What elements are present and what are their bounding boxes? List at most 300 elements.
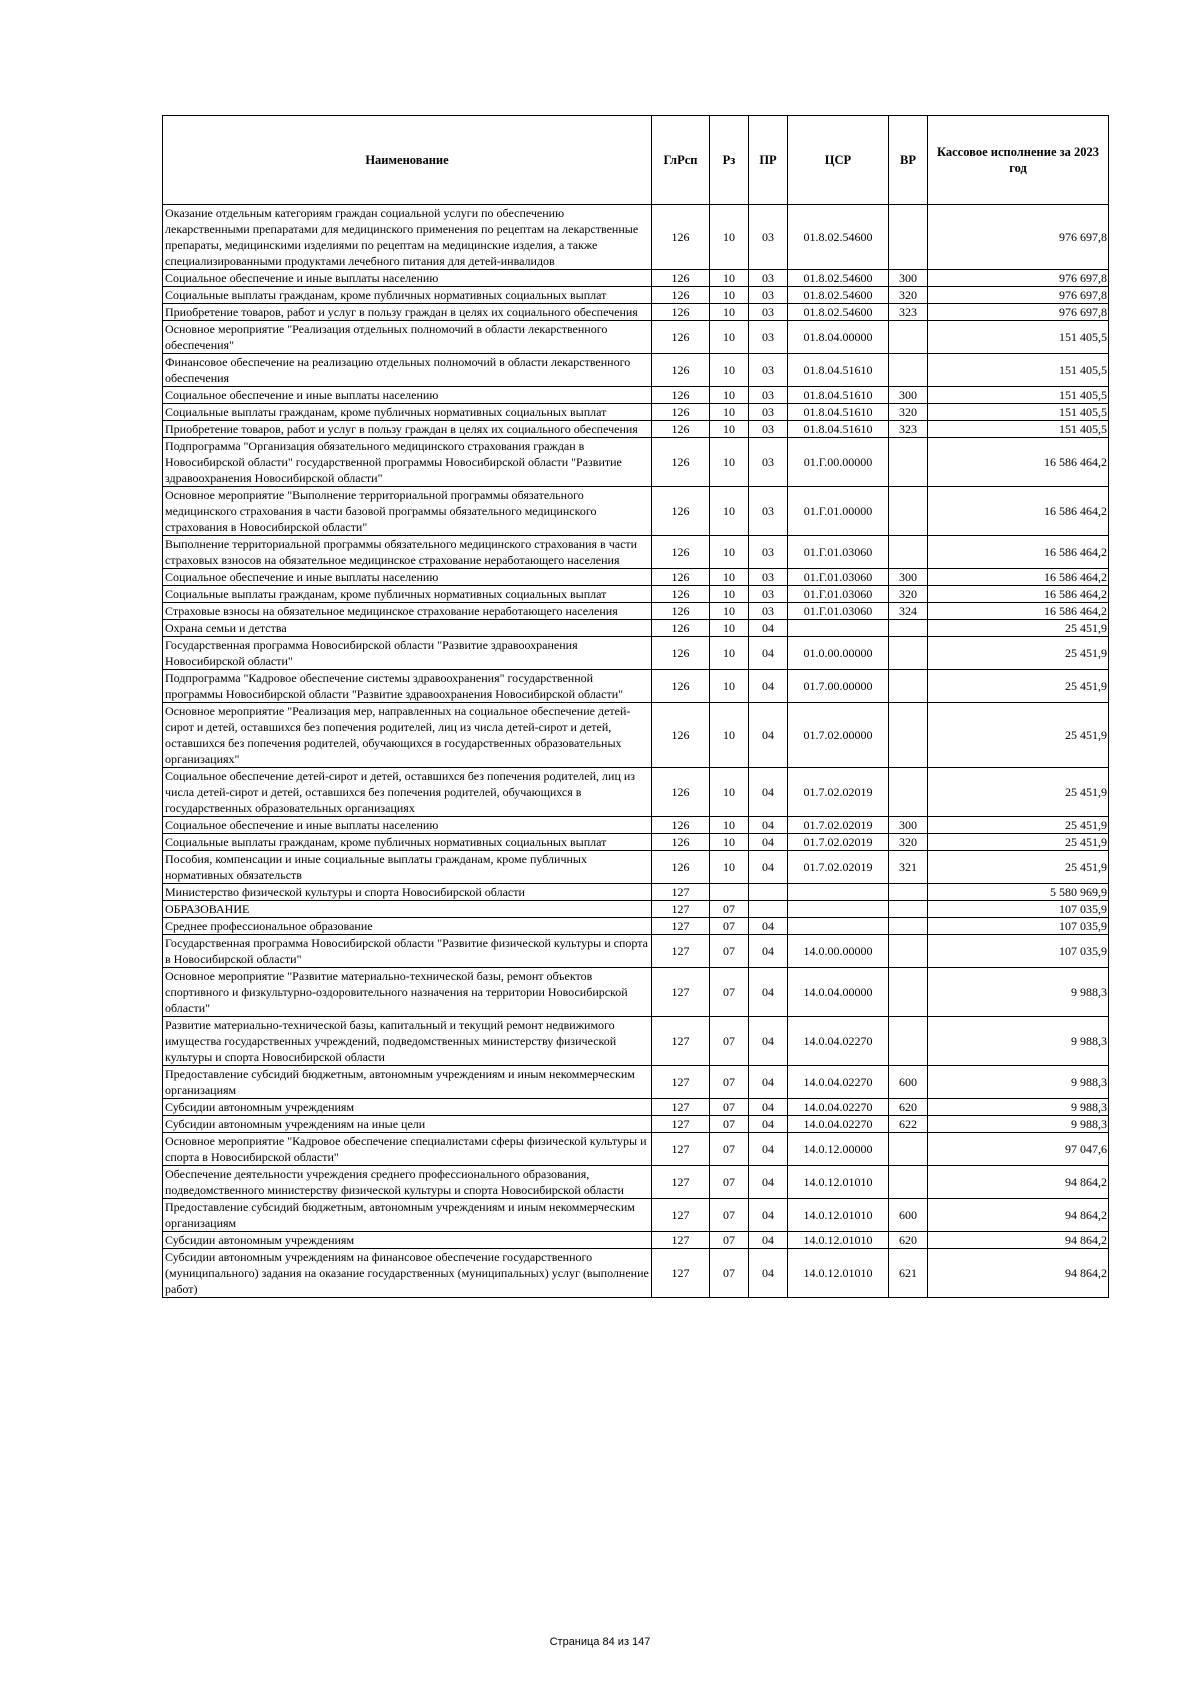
- cell-amount: 25 451,9: [928, 670, 1109, 703]
- cell-name: Основное мероприятие "Реализация отдельных полномочий в области лекарственного обеспечения": [163, 321, 652, 354]
- cell-grp: 126: [652, 637, 710, 670]
- cell-amount: 107 035,9: [928, 918, 1109, 935]
- cell-vr: 320: [889, 287, 928, 304]
- cell-name: Охрана семьи и детства: [163, 620, 652, 637]
- cell-rz: 10: [710, 354, 749, 387]
- cell-name: Социальные выплаты гражданам, кроме публичных нормативных социальных выплат: [163, 834, 652, 851]
- table-row: [163, 1199, 1109, 1232]
- cell-csr: 01.8.04.00000: [788, 321, 889, 354]
- table-row: [163, 569, 1109, 586]
- table-row: [163, 404, 1109, 421]
- cell-rz: 10: [710, 421, 749, 438]
- cell-pr: 04: [749, 1116, 788, 1133]
- cell-amount: 94 864,2: [928, 1166, 1109, 1199]
- cell-vr: [889, 438, 928, 487]
- cell-vr: [889, 1017, 928, 1066]
- cell-pr: 04: [749, 1017, 788, 1066]
- cell-grp: 126: [652, 569, 710, 586]
- cell-pr: 03: [749, 603, 788, 620]
- cell-csr: [788, 901, 889, 918]
- cell-name: Выполнение территориальной программы обязательного медицинского страхования в части страховых взносов на обязательное медицинское страхование неработающего населения: [163, 536, 652, 569]
- header-pr: ПР: [749, 116, 788, 205]
- cell-pr: 03: [749, 270, 788, 287]
- cell-amount: 107 035,9: [928, 935, 1109, 968]
- cell-csr: 01.7.02.02019: [788, 768, 889, 817]
- cell-rz: 07: [710, 1166, 749, 1199]
- cell-rz: 10: [710, 205, 749, 270]
- cell-name: Развитие материально-технической базы, капитальный и текущий ремонт недвижимого имущества государственных учреждений, подведомственных министерству физической культуры и спорта Новосибирской области: [163, 1017, 652, 1066]
- cell-grp: 127: [652, 1232, 710, 1249]
- cell-pr: 04: [749, 968, 788, 1017]
- cell-pr: 03: [749, 438, 788, 487]
- cell-pr: 03: [749, 321, 788, 354]
- cell-vr: 600: [889, 1066, 928, 1099]
- cell-amount: 107 035,9: [928, 901, 1109, 918]
- cell-grp: 126: [652, 536, 710, 569]
- cell-amount: 9 988,3: [928, 968, 1109, 1017]
- table-row: [163, 270, 1109, 287]
- cell-pr: 04: [749, 768, 788, 817]
- cell-rz: 07: [710, 1017, 749, 1066]
- cell-rz: 10: [710, 603, 749, 620]
- cell-rz: 07: [710, 1232, 749, 1249]
- cell-name: Основное мероприятие "Развитие материально-технической базы, ремонт объектов спортивного и физкультурно-оздоровительного назначения на территории Новосибирской области": [163, 968, 652, 1017]
- cell-rz: 10: [710, 851, 749, 884]
- cell-grp: 127: [652, 1133, 710, 1166]
- table-row: [163, 918, 1109, 935]
- cell-grp: 126: [652, 670, 710, 703]
- cell-grp: 127: [652, 884, 710, 901]
- cell-name: Обеспечение деятельности учреждения среднего профессионального образования, подведомственного министерству физической культуры и спорта Новосибирской области: [163, 1166, 652, 1199]
- cell-vr: [889, 205, 928, 270]
- cell-grp: 126: [652, 603, 710, 620]
- cell-vr: [889, 1166, 928, 1199]
- cell-pr: 03: [749, 287, 788, 304]
- table-row: [163, 1133, 1109, 1166]
- cell-grp: 126: [652, 205, 710, 270]
- cell-vr: 320: [889, 834, 928, 851]
- cell-amount: 976 697,8: [928, 270, 1109, 287]
- cell-csr: 01.7.02.02019: [788, 851, 889, 884]
- cell-amount: 9 988,3: [928, 1017, 1109, 1066]
- table-row: [163, 287, 1109, 304]
- cell-vr: 300: [889, 270, 928, 287]
- cell-grp: 127: [652, 1017, 710, 1066]
- cell-vr: [889, 935, 928, 968]
- cell-amount: 25 451,9: [928, 703, 1109, 768]
- table-row: [163, 1116, 1109, 1133]
- cell-pr: 03: [749, 205, 788, 270]
- cell-name: Субсидии автономным учреждениям на финансовое обеспечение государственного (муниципального) задания на оказание государственных (муниципальных) услуг (выполнение работ): [163, 1249, 652, 1298]
- cell-name: Социальные выплаты гражданам, кроме публичных нормативных социальных выплат: [163, 287, 652, 304]
- table-row: [163, 817, 1109, 834]
- cell-amount: 97 047,6: [928, 1133, 1109, 1166]
- cell-rz: 10: [710, 703, 749, 768]
- cell-csr: 01.7.02.02019: [788, 817, 889, 834]
- cell-pr: 03: [749, 304, 788, 321]
- cell-amount: 25 451,9: [928, 768, 1109, 817]
- cell-name: Подпрограмма "Организация обязательного медицинского страхования граждан в Новосибирской области" государственной программы Новосибирской области "Развитие здравоохранения Новосибирской области": [163, 438, 652, 487]
- cell-pr: 04: [749, 670, 788, 703]
- cell-amount: 16 586 464,2: [928, 569, 1109, 586]
- cell-rz: 10: [710, 620, 749, 637]
- cell-grp: 126: [652, 851, 710, 884]
- cell-pr: [749, 901, 788, 918]
- cell-amount: 9 988,3: [928, 1116, 1109, 1133]
- cell-vr: 323: [889, 304, 928, 321]
- cell-name: Предоставление субсидий бюджетным, автономным учреждениям и иным некоммерческим организациям: [163, 1066, 652, 1099]
- table-row: [163, 1017, 1109, 1066]
- cell-csr: 14.0.04.02270: [788, 1099, 889, 1116]
- cell-name: Государственная программа Новосибирской области "Развитие здравоохранения Новосибирской области": [163, 637, 652, 670]
- cell-name: Социальное обеспечение и иные выплаты населению: [163, 270, 652, 287]
- table-row: [163, 1166, 1109, 1199]
- cell-amount: 94 864,2: [928, 1199, 1109, 1232]
- cell-rz: [710, 884, 749, 901]
- table-row: [163, 637, 1109, 670]
- cell-name: Оказание отдельным категориям граждан социальной услуги по обеспечению лекарственными препаратами для медицинского применения по рецептам на лекарственные препараты, медицинскими изделиями по рецептам на медицинские изделия, а также специализированными продуктами лечебного питания для детей-инвалидов: [163, 205, 652, 270]
- cell-name: Основное мероприятие "Реализация мер, направленных на социальное обеспечение детей-сирот и детей, оставшихся без попечения родителей, лиц из числа детей-сирот и детей, оставшихся без попечения родителей, обучающихся в государственных образовательных организациях": [163, 703, 652, 768]
- cell-amount: 16 586 464,2: [928, 586, 1109, 603]
- cell-csr: 01.8.02.54600: [788, 270, 889, 287]
- cell-grp: 126: [652, 834, 710, 851]
- table-row: [163, 1232, 1109, 1249]
- cell-rz: 10: [710, 637, 749, 670]
- cell-name: Страховые взносы на обязательное медицинское страхование неработающего населения: [163, 603, 652, 620]
- cell-pr: 04: [749, 1066, 788, 1099]
- cell-grp: 126: [652, 703, 710, 768]
- cell-name: Пособия, компенсации и иные социальные выплаты гражданам, кроме публичных нормативных обязательств: [163, 851, 652, 884]
- cell-csr: 01.7.02.02019: [788, 834, 889, 851]
- cell-pr: 04: [749, 703, 788, 768]
- cell-rz: 10: [710, 536, 749, 569]
- table-row: [163, 968, 1109, 1017]
- cell-grp: 126: [652, 620, 710, 637]
- cell-amount: 16 586 464,2: [928, 487, 1109, 536]
- table-row: [163, 935, 1109, 968]
- cell-vr: [889, 901, 928, 918]
- cell-pr: 04: [749, 620, 788, 637]
- cell-pr: 03: [749, 569, 788, 586]
- cell-grp: 127: [652, 1099, 710, 1116]
- cell-pr: 03: [749, 404, 788, 421]
- table-row: [163, 603, 1109, 620]
- cell-csr: 14.0.04.00000: [788, 968, 889, 1017]
- table-row: [163, 321, 1109, 354]
- table-row: [163, 620, 1109, 637]
- table-row: [163, 304, 1109, 321]
- cell-csr: 01.Г.01.03060: [788, 603, 889, 620]
- cell-name: Социальные выплаты гражданам, кроме публичных нормативных социальных выплат: [163, 586, 652, 603]
- cell-name: Предоставление субсидий бюджетным, автономным учреждениям и иным некоммерческим организациям: [163, 1199, 652, 1232]
- cell-pr: 04: [749, 834, 788, 851]
- cell-amount: 16 586 464,2: [928, 536, 1109, 569]
- cell-amount: 5 580 969,9: [928, 884, 1109, 901]
- page-number: Страница 84 из 147: [549, 1636, 651, 1648]
- header-name: Наименование: [163, 116, 652, 205]
- cell-pr: 03: [749, 421, 788, 438]
- cell-amount: 9 988,3: [928, 1099, 1109, 1116]
- cell-csr: 01.8.02.54600: [788, 304, 889, 321]
- cell-rz: 10: [710, 270, 749, 287]
- cell-rz: 07: [710, 935, 749, 968]
- cell-amount: 25 451,9: [928, 851, 1109, 884]
- table-body: [163, 205, 1109, 1298]
- cell-rz: 10: [710, 321, 749, 354]
- cell-csr: [788, 918, 889, 935]
- cell-grp: 127: [652, 935, 710, 968]
- cell-grp: 127: [652, 918, 710, 935]
- cell-vr: 622: [889, 1116, 928, 1133]
- cell-vr: [889, 670, 928, 703]
- cell-grp: 126: [652, 404, 710, 421]
- cell-rz: 10: [710, 387, 749, 404]
- cell-vr: [889, 968, 928, 1017]
- cell-vr: [889, 703, 928, 768]
- cell-grp: 127: [652, 1116, 710, 1133]
- cell-name: Приобретение товаров, работ и услуг в пользу граждан в целях их социального обеспечения: [163, 304, 652, 321]
- cell-csr: 01.8.04.51610: [788, 387, 889, 404]
- cell-pr: 03: [749, 354, 788, 387]
- cell-grp: 126: [652, 387, 710, 404]
- cell-pr: [749, 884, 788, 901]
- cell-name: Субсидии автономным учреждениям: [163, 1099, 652, 1116]
- cell-vr: 320: [889, 404, 928, 421]
- cell-grp: 127: [652, 1199, 710, 1232]
- cell-rz: 10: [710, 304, 749, 321]
- cell-rz: 10: [710, 569, 749, 586]
- cell-pr: 03: [749, 586, 788, 603]
- cell-pr: 04: [749, 637, 788, 670]
- cell-csr: 01.0.00.00000: [788, 637, 889, 670]
- cell-csr: 01.7.02.00000: [788, 703, 889, 768]
- cell-name: Государственная программа Новосибирской области "Развитие физической культуры и спорта в Новосибирской области": [163, 935, 652, 968]
- header-amount: Кассовое исполнение за 2023 год: [928, 116, 1109, 205]
- cell-vr: [889, 321, 928, 354]
- table-row: [163, 768, 1109, 817]
- cell-rz: 10: [710, 817, 749, 834]
- table-row: [163, 1066, 1109, 1099]
- cell-vr: [889, 918, 928, 935]
- cell-vr: 621: [889, 1249, 928, 1298]
- cell-pr: 04: [749, 918, 788, 935]
- cell-name: Министерство физической культуры и спорта Новосибирской области: [163, 884, 652, 901]
- table-row: [163, 1099, 1109, 1116]
- cell-grp: 127: [652, 968, 710, 1017]
- cell-pr: 03: [749, 387, 788, 404]
- cell-grp: 126: [652, 438, 710, 487]
- cell-pr: 04: [749, 817, 788, 834]
- cell-grp: 126: [652, 487, 710, 536]
- cell-grp: 126: [652, 768, 710, 817]
- cell-pr: 04: [749, 1249, 788, 1298]
- cell-pr: 04: [749, 1166, 788, 1199]
- cell-amount: 151 405,5: [928, 387, 1109, 404]
- table-row: [163, 421, 1109, 438]
- cell-vr: 300: [889, 817, 928, 834]
- cell-rz: 10: [710, 586, 749, 603]
- cell-name: Социальное обеспечение и иные выплаты населению: [163, 569, 652, 586]
- cell-vr: 324: [889, 603, 928, 620]
- cell-rz: 10: [710, 768, 749, 817]
- cell-rz: 10: [710, 670, 749, 703]
- cell-rz: 07: [710, 1133, 749, 1166]
- cell-name: Социальные выплаты гражданам, кроме публичных нормативных социальных выплат: [163, 404, 652, 421]
- cell-csr: 01.8.04.51610: [788, 421, 889, 438]
- cell-csr: 14.0.12.01010: [788, 1199, 889, 1232]
- cell-pr: 03: [749, 487, 788, 536]
- cell-grp: 126: [652, 586, 710, 603]
- table-row: [163, 703, 1109, 768]
- cell-pr: 04: [749, 935, 788, 968]
- cell-name: Подпрограмма "Кадровое обеспечение системы здравоохранения" государственной программы Новосибирской области "Развитие здравоохранения Новосибирской области": [163, 670, 652, 703]
- cell-amount: 976 697,8: [928, 287, 1109, 304]
- cell-rz: 10: [710, 404, 749, 421]
- cell-vr: [889, 884, 928, 901]
- header-vr: ВР: [889, 116, 928, 205]
- cell-csr: 14.0.12.01010: [788, 1166, 889, 1199]
- cell-grp: 126: [652, 817, 710, 834]
- cell-rz: 07: [710, 1116, 749, 1133]
- cell-csr: 14.0.00.00000: [788, 935, 889, 968]
- cell-grp: 126: [652, 287, 710, 304]
- table-header-row: [163, 116, 1109, 205]
- cell-rz: 07: [710, 968, 749, 1017]
- header-csr: ЦСР: [788, 116, 889, 205]
- header-rz: Рз: [710, 116, 749, 205]
- cell-amount: 9 988,3: [928, 1066, 1109, 1099]
- cell-grp: 126: [652, 270, 710, 287]
- cell-rz: 10: [710, 834, 749, 851]
- cell-amount: 976 697,8: [928, 205, 1109, 270]
- cell-csr: 14.0.04.02270: [788, 1116, 889, 1133]
- cell-rz: 07: [710, 901, 749, 918]
- cell-csr: 14.0.12.01010: [788, 1249, 889, 1298]
- cell-name: Субсидии автономным учреждениям на иные цели: [163, 1116, 652, 1133]
- cell-csr: [788, 620, 889, 637]
- cell-amount: 16 586 464,2: [928, 438, 1109, 487]
- table-row: [163, 851, 1109, 884]
- cell-name: Социальное обеспечение и иные выплаты населению: [163, 387, 652, 404]
- cell-rz: 10: [710, 287, 749, 304]
- cell-csr: 14.0.04.02270: [788, 1066, 889, 1099]
- cell-amount: 94 864,2: [928, 1249, 1109, 1298]
- cell-pr: 04: [749, 1099, 788, 1116]
- cell-csr: 14.0.12.00000: [788, 1133, 889, 1166]
- cell-grp: 127: [652, 1166, 710, 1199]
- cell-csr: 01.Г.01.00000: [788, 487, 889, 536]
- cell-rz: 07: [710, 1249, 749, 1298]
- table-row: [163, 1249, 1109, 1298]
- cell-vr: [889, 1133, 928, 1166]
- cell-name: Основное мероприятие "Кадровое обеспечение специалистами сферы физической культуры и спорта в Новосибирской области": [163, 1133, 652, 1166]
- cell-amount: 25 451,9: [928, 620, 1109, 637]
- cell-amount: 25 451,9: [928, 637, 1109, 670]
- cell-name: Основное мероприятие "Выполнение территориальной программы обязательного медицинского страхования в части базовой программы обязательного медицинского страхования в Новосибирской области": [163, 487, 652, 536]
- cell-vr: [889, 536, 928, 569]
- cell-amount: 16 586 464,2: [928, 603, 1109, 620]
- cell-csr: 01.Г.00.00000: [788, 438, 889, 487]
- cell-csr: 01.8.02.54600: [788, 287, 889, 304]
- cell-amount: 94 864,2: [928, 1232, 1109, 1249]
- cell-rz: 10: [710, 487, 749, 536]
- table-row: [163, 901, 1109, 918]
- cell-csr: [788, 884, 889, 901]
- cell-rz: 07: [710, 1066, 749, 1099]
- cell-amount: 151 405,5: [928, 321, 1109, 354]
- cell-rz: 07: [710, 1099, 749, 1116]
- header-grp: ГлРсп: [652, 116, 710, 205]
- cell-csr: 01.7.00.00000: [788, 670, 889, 703]
- cell-amount: 151 405,5: [928, 404, 1109, 421]
- table-row: [163, 438, 1109, 487]
- cell-vr: 323: [889, 421, 928, 438]
- cell-grp: 126: [652, 421, 710, 438]
- cell-amount: 976 697,8: [928, 304, 1109, 321]
- cell-name: Субсидии автономным учреждениям: [163, 1232, 652, 1249]
- cell-rz: 10: [710, 438, 749, 487]
- cell-rz: 07: [710, 1199, 749, 1232]
- cell-name: Финансовое обеспечение на реализацию отдельных полномочий в области лекарственного обеспечения: [163, 354, 652, 387]
- cell-rz: 07: [710, 918, 749, 935]
- cell-vr: [889, 487, 928, 536]
- cell-vr: 300: [889, 387, 928, 404]
- cell-grp: 127: [652, 901, 710, 918]
- cell-grp: 127: [652, 1066, 710, 1099]
- cell-pr: 04: [749, 1232, 788, 1249]
- cell-pr: 03: [749, 536, 788, 569]
- cell-name: Приобретение товаров, работ и услуг в пользу граждан в целях их социального обеспечения: [163, 421, 652, 438]
- cell-grp: 126: [652, 321, 710, 354]
- cell-name: ОБРАЗОВАНИЕ: [163, 901, 652, 918]
- budget-execution-table: [162, 115, 1109, 1298]
- cell-pr: 04: [749, 851, 788, 884]
- cell-csr: 01.8.04.51610: [788, 354, 889, 387]
- cell-name: Среднее профессиональное образование: [163, 918, 652, 935]
- table-row: [163, 487, 1109, 536]
- table-row: [163, 205, 1109, 270]
- table-row: [163, 586, 1109, 603]
- cell-name: Социальное обеспечение и иные выплаты населению: [163, 817, 652, 834]
- table-row: [163, 536, 1109, 569]
- table-row: [163, 834, 1109, 851]
- table-row: [163, 387, 1109, 404]
- cell-grp: 127: [652, 1249, 710, 1298]
- cell-csr: 01.Г.01.03060: [788, 569, 889, 586]
- cell-csr: 01.8.04.51610: [788, 404, 889, 421]
- cell-grp: 126: [652, 354, 710, 387]
- cell-vr: 600: [889, 1199, 928, 1232]
- cell-vr: 300: [889, 569, 928, 586]
- cell-vr: 620: [889, 1099, 928, 1116]
- cell-amount: 25 451,9: [928, 834, 1109, 851]
- cell-amount: 151 405,5: [928, 354, 1109, 387]
- cell-csr: 14.0.12.01010: [788, 1232, 889, 1249]
- cell-pr: 04: [749, 1133, 788, 1166]
- cell-csr: 01.8.02.54600: [788, 205, 889, 270]
- cell-csr: 01.Г.01.03060: [788, 586, 889, 603]
- table-row: [163, 670, 1109, 703]
- cell-csr: 14.0.04.02270: [788, 1017, 889, 1066]
- cell-vr: [889, 637, 928, 670]
- cell-vr: 321: [889, 851, 928, 884]
- table-row: [163, 354, 1109, 387]
- cell-vr: 620: [889, 1232, 928, 1249]
- cell-vr: [889, 768, 928, 817]
- cell-amount: 151 405,5: [928, 421, 1109, 438]
- cell-vr: [889, 620, 928, 637]
- cell-csr: 01.Г.01.03060: [788, 536, 889, 569]
